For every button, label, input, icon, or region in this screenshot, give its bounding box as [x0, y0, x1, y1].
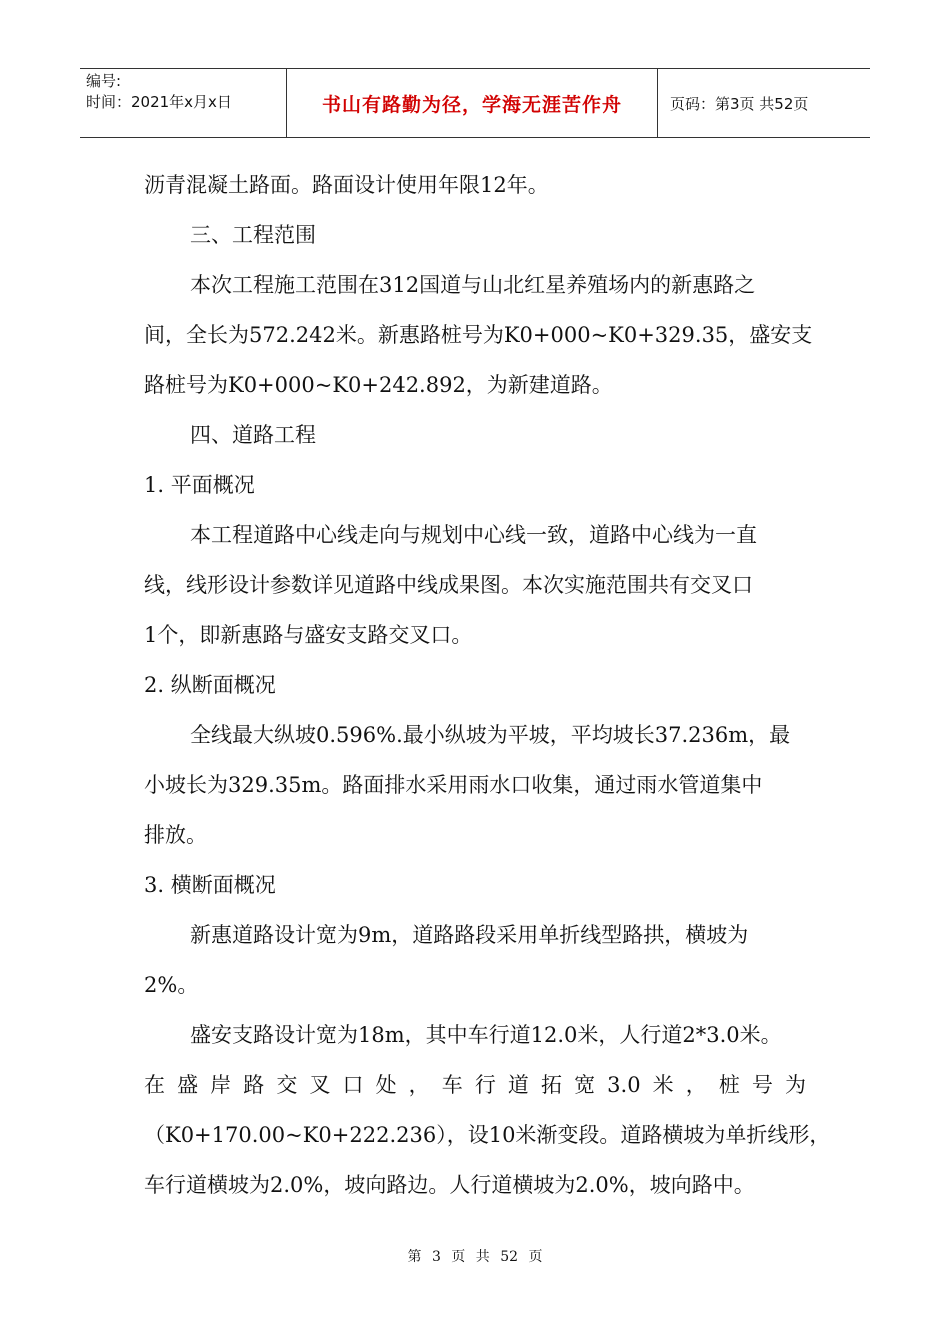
paragraph-line: 路桩号为K0+000~K0+242.892，为新建道路。: [144, 373, 613, 397]
paragraph-line: 2%。: [144, 973, 199, 997]
subsection-heading: 2. 纵断面概况: [144, 673, 276, 697]
paragraph-line: 沥青混凝土路面。路面设计使用年限12年。: [144, 173, 549, 197]
paragraph-line: 在盛岸路交叉口处，车行道拓宽3.0米，桩号为: [144, 1073, 806, 1097]
paragraph-line: 新惠道路设计宽为9m，道路路段采用单折线型路拱，横坡为: [190, 923, 749, 947]
subsection-heading: 3. 横断面概况: [144, 873, 276, 897]
section-heading: 四、道路工程: [190, 423, 316, 447]
paragraph-line: 车行道横坡为2.0%，坡向路边。人行道横坡为2.0%，坡向路中。: [144, 1173, 755, 1197]
paragraph-line: 盛安支路设计宽为18m，其中车行道12.0米，人行道2*3.0米。: [190, 1023, 782, 1047]
section-heading: 三、工程范围: [190, 223, 316, 247]
header-motto: 书山有路勤为径，学海无涯苦作舟: [286, 69, 658, 137]
paragraph-line: 本次工程施工范围在312国道与山北红星养殖场内的新惠路之: [190, 273, 756, 297]
paragraph-line: 线，线形设计参数详见道路中线成果图。本次实施范围共有交叉口: [144, 573, 753, 597]
header-page-number: 页码：第3页 共52页: [670, 94, 809, 113]
paragraph-line: 小坡长为329.35m。路面排水采用雨水口收集，通过雨水管道集中: [144, 773, 763, 797]
document-date: 时间：2021年x月x日: [86, 93, 232, 111]
paragraph-line: 全线最大纵坡0.596%.最小纵坡为平坡，平均坡长37.236m，最: [190, 723, 791, 747]
document-number-label: 编号:: [86, 72, 122, 90]
paragraph-line: （K0+170.00~K0+222.236），设10米渐变段。道路横坡为单折线形，: [144, 1123, 831, 1147]
page-header: [80, 68, 870, 138]
paragraph-line: 本工程道路中心线走向与规划中心线一致，道路中心线为一直: [190, 523, 757, 547]
header-info: [80, 69, 286, 137]
paragraph-line: 1个，即新惠路与盛安支路交叉口。: [144, 623, 473, 647]
page-footer: 第 3 页 共 52 页: [407, 1249, 543, 1265]
paragraph-line: 排放。: [144, 823, 207, 847]
paragraph-line: 间，全长为572.242米。新惠路桩号为K0+000~K0+329.35，盛安支: [144, 323, 813, 347]
document-body: [144, 160, 831, 1210]
subsection-heading: 1. 平面概况: [144, 473, 255, 497]
